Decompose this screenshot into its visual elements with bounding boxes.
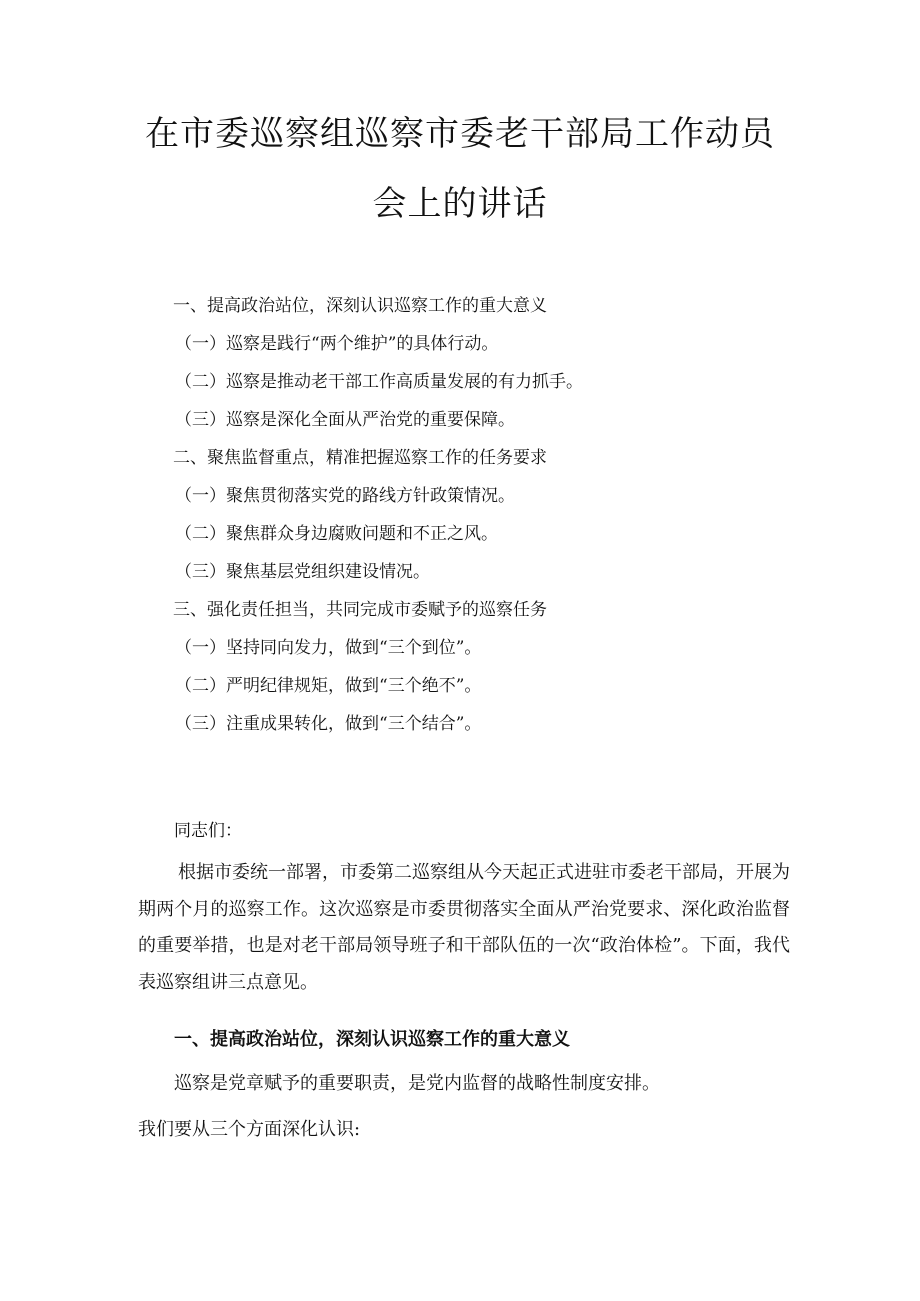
document-title-line-1: 在市委巡察组巡察市委老干部局工作动员 [145, 114, 775, 154]
outline-item-1: 一、提高政治站位，深刻认识巡察工作的重大意义 [173, 296, 547, 316]
outline-item-2-2: （二）聚焦群众身边腐败问题和不正之风。 [175, 524, 498, 544]
outline-item-1-2: （二）巡察是推动老干部工作高质量发展的有力抓手。 [175, 372, 583, 392]
outline-item-1-1: （一）巡察是践行“两个维护”的具体行动。 [175, 334, 499, 354]
outline-item-3-3: （三）注重成果转化，做到“三个结合”。 [175, 714, 482, 734]
section-heading-1: 一、提高政治站位，深刻认识巡察工作的重大意义 [174, 1029, 570, 1050]
intro-paragraph: 根据市委统一部署，市委第二巡察组从今天起正式进驻市委老干部局，开展为期两个月的巡察工作。这次巡察是市委贯彻落实全面从严治党要求、深化政治监督的重要举措，也是对老干部局领导班子和干部队伍的一次“政治体检”。下面，我代表巡察组讲三点意见。 [138, 862, 790, 993]
greeting: 同志们： [174, 821, 242, 841]
outline-item-3-1: （一）坚持同向发力，做到“三个到位”。 [175, 638, 482, 658]
document-title-line-2: 会上的讲话 [372, 184, 548, 224]
outline-item-3: 三、强化责任担当，共同完成市委赋予的巡察任务 [173, 600, 547, 620]
outline-item-2-3: （三）聚焦基层党组织建设情况。 [175, 562, 430, 582]
outline-item-1-3: （三）巡察是深化全面从严治党的重要保障。 [175, 410, 515, 430]
outline-list [0, 287, 920, 743]
outline-item-3-2: （二）严明纪律规矩，做到“三个绝不”。 [175, 676, 482, 696]
section-1-paragraph-1: 巡察是党章赋予的重要职责，是党内监督的战略性制度安排。 [174, 1073, 660, 1094]
outline-item-2-1: （一）聚焦贯彻落实党的路线方针政策情况。 [175, 486, 515, 506]
section-1-paragraph-2: 我们要从三个方面深化认识: [138, 1119, 361, 1140]
outline-item-2: 二、聚焦监督重点，精准把握巡察工作的任务要求 [173, 448, 547, 468]
